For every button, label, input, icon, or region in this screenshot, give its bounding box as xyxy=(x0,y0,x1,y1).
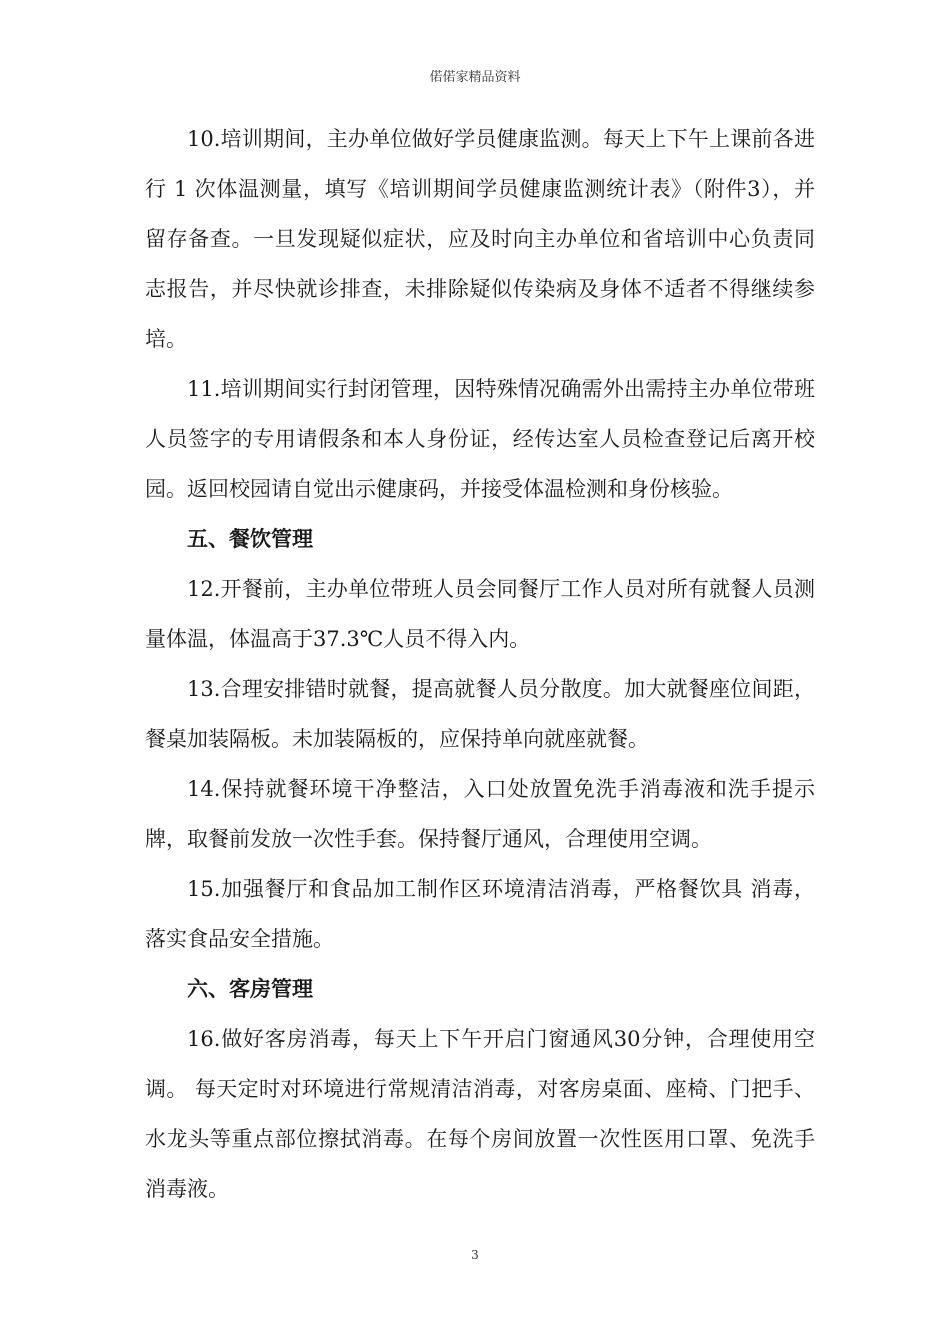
page-header: 偌偌家精品资料 xyxy=(429,70,521,85)
paragraph-14: 14.保持就餐环境干净整洁，入口处放置免洗手消毒液和洗手提示牌，取餐前发放一次性手套。保持餐厅通风，合理使用空调。 xyxy=(145,777,815,851)
paragraph-16: 16.做好客房消毒，每天上下午开启门窗通风30分钟，合理使用空调。 每天定时对环境进行常规清洁消毒，对客房桌面、座椅、门把手、水龙头等重点部位擦拭消毒。在每个房间放置一次性医用口罩、免洗手消毒液。 xyxy=(145,1027,815,1201)
page-number: 3 xyxy=(471,1248,479,1262)
section-heading-catering: 五、餐饮管理 xyxy=(187,526,313,551)
paragraph-11: 11.培训期间实行封闭管理，因特殊情况确需外出需持主办单位带班人员签字的专用请假条和本人身份证，经传达室人员检查登记后离开校园。返回校园请自觉出示健康码，并接受体温检测和身份核验。 xyxy=(145,377,815,501)
paragraph-10: 10.培训期间，主办单位做好学员健康监测。每天上下午上课前各进行 1 次体温测量，填写《培训期间学员健康监测统计表》（附件3），并留存备查。一旦发现疑似症状，应及时向主办单位和省培训中心负责同志报告，并尽快就诊排查，未排除疑似传染病及身体不适者不得继续参培。 xyxy=(145,127,815,351)
document-body xyxy=(145,114,815,1214)
paragraph-13: 13.合理安排错时就餐，提高就餐人员分散度。加大就餐座位间距，餐桌加装隔板。未加装隔板的，应保持单向就座就餐。 xyxy=(145,677,815,751)
paragraph-15: 15.加强餐厅和食品加工制作区环境清洁消毒，严格餐饮具 消毒，落实食品安全措施。 xyxy=(145,877,815,951)
section-heading-guestroom: 六、客房管理 xyxy=(187,976,313,1001)
paragraph-12: 12.开餐前，主办单位带班人员会同餐厅工作人员对所有就餐人员测量体温，体温高于37.3℃人员不得入内。 xyxy=(145,577,815,651)
